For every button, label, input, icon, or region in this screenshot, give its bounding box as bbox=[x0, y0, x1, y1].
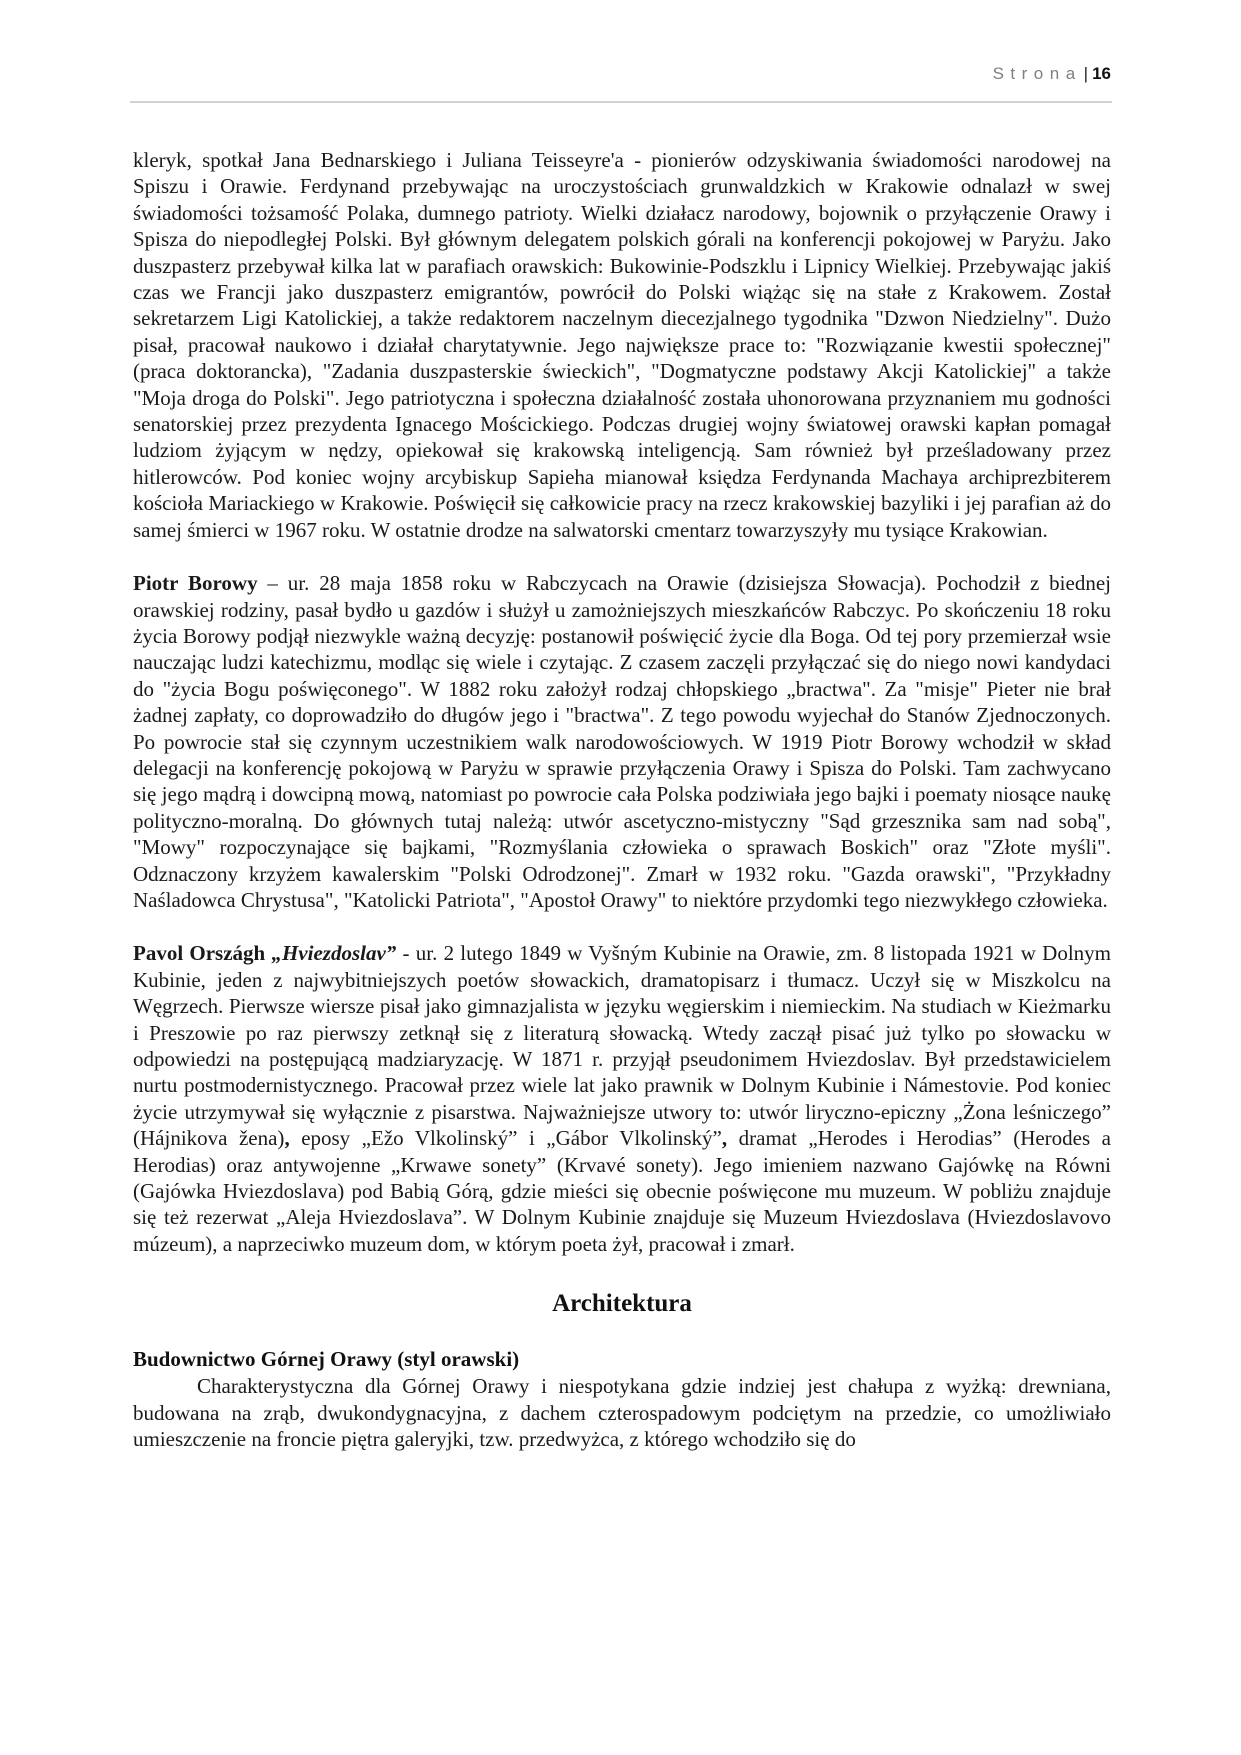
text-run: - ur. 2 lutego 1849 w Vyšným Kubinie na Orawie, zm. 8 listopada 1921 w Dolnym Kubinie, jeden z najwybitniejszych poetów słowackich, dramatopisarz i tłumacz. Uczył się w Miszkolcu na Węgrzech. Pierwsze wiersze pisał jako gimnazjalista w języku węgierskim i niemieckim. Na studiach w Kieżmarku i Preszowie po raz pierwszy zetknął się z literaturą słowacką. Wtedy zaczął pisać już tylko po słowacku w odpowiedzi na postępującą madziaryzację. W 1871 r. przyjął pseudonimem Hviezdoslav. Był przedstawicielem nurtu postmodernistycznego. Pracował przez wiele lat jako prawnik w Dolnym Kubinie i Námestovie. Pod koniec życie utrzymywał się wyłącznie z pisarstwa. Najważniejsze utwory to: utwór liryczno-epiczny „Żona leśniczego” (Hájnikova žena) bbox=[133, 941, 1111, 1151]
emphasized-text-run: Pavol Országh bbox=[133, 941, 272, 966]
paragraphs-container bbox=[133, 147, 1111, 1257]
emphasized-text-run: Piotr Borowy bbox=[133, 571, 258, 596]
page-number: 16 bbox=[1092, 64, 1111, 83]
text-run: eposy „Ežo Vlkolinský” i „Gábor Vlkolinský” bbox=[289, 1126, 722, 1151]
header-rule bbox=[130, 101, 1112, 103]
body-paragraph: Charakterystyczna dla Górnej Orawy i niespotykana gdzie indziej jest chałupa z wyżką: drewniana, budowana na zrąb, dwukondygnacyjna, z dachem czterospadowym podciętym na przedzie, co umożliwiało umieszczenie na froncie piętra galeryjki, tzw. przedwyżca, z którego wchodziło się do bbox=[133, 1374, 1111, 1452]
text-run: dramat „Herodes i Herodias” (Herodes a Herodias) oraz antywojenne „Krwawe sonety” (Krvavé sonety). Jego imieniem nazwano Gajówkę na Równi (Gajówka Hviezdoslava) pod Babią Górą, gdzie mieści się obecnie poświęcone mu muzeum. W pobliżu znajduje się też rezerwat „Aleja Hviezdoslava”. W Dolnym Kubinie znajduje się Muzeum Hviezdoslava (Hviezdoslavovo múzeum), a naprzeciwko muzeum dom, w którym poeta żył, pracował i zmarł. bbox=[133, 1126, 1111, 1256]
body-paragraph bbox=[133, 570, 1111, 913]
section-heading: Architektura bbox=[552, 1290, 692, 1318]
emphasized-text-run: , bbox=[284, 1126, 290, 1151]
page-label: Strona bbox=[992, 64, 1082, 83]
emphasized-text-run: , bbox=[721, 1126, 728, 1151]
body-paragraph bbox=[133, 147, 1111, 543]
document-body bbox=[133, 147, 1111, 1452]
page-header bbox=[133, 64, 1111, 84]
subsection-heading: Budownictwo Górnej Orawy (styl orawski) bbox=[133, 1347, 520, 1372]
body-paragraph bbox=[133, 940, 1111, 1257]
text-run: kleryk, spotkał Jana Bednarskiego i Juliana Teisseyre'a - pionierów odzyskiwania świadomości narodowej na Spiszu i Orawie. Ferdynand przebywając na uroczystościach grunwaldzkich w Krakowie odnalazł w swej świadomości tożsamość Polaka, dumnego patrioty. Wielki działacz narodowy, bojownik o przyłączenie Orawy i Spisza do niepodległej Polski. Był głównym delegatem polskich górali na konferencji pokojowej w Paryżu. Jako duszpasterz przebywał kilka lat w parafiach orawskich: Bukowinie-Podszklu i Lipnicy Wielkiej. Przebywając jakiś czas we Francji jako duszpasterz emigrantów, powrócił do Polski wiążąc się na stałe z Krakowem. Został sekretarzem Ligi Katolickiej, a także redaktorem naczelnym diecezjalnego tygodnika "Dzwon Niedzielny". Dużo pisał, pracował naukowo i działał charytatywnie. Jego największe prace to: "Rozwiązanie kwestii społecznej" (praca doktorancka), "Zadania duszpasterskie świeckich", "Dogmatyczne podstawy Akcji Katolickiej" a także "Moja droga do Polski". Jego patriotyczna i społeczna działalność została uhonorowana przyznaniem mu godności senatorskiej przez prezydenta Ignacego Mościckiego. Podczas drugiej wojny światowej orawski kapłan pomagał ludziom żyjącym w nędzy, opiekował się krakowską inteligencją. Sam również był prześladowany przez hitlerowców. Pod koniec wojny arcybiskup Sapieha mianował księdza Ferdynanda Machaya archiprezbiterem kościoła Mariackiego w Krakowie. Poświęcił się całkowicie pracy na rzecz krakowskiej bazyliki i jej parafian aż do samej śmierci w 1967 roku. W ostatnie drodze na salwatorski cmentarz towarzyszyły mu tysiące Krakowian. bbox=[133, 148, 1111, 542]
emphasized-text-run: „Hviezdoslav” bbox=[271, 941, 397, 966]
header-separator: | bbox=[1083, 64, 1089, 83]
text-run: – ur. 28 maja 1858 roku w Rabczycach na Orawie (dzisiejsza Słowacja). Pochodził z biednej orawskiej rodziny, pasał bydło u gazdów i służył u zamożniejszych mieszkańców Rabczyc. Po skończeniu 18 roku życia Borowy podjął niezwykle ważną decyzję: postanowił poświęcić życie dla Boga. Od tej pory przemierzał wsie nauczając ludzi katechizmu, modląc się wiele i czytając. Z czasem zaczęli przyłączać się do niego nowi kandydaci do "życia Bogu poświęconego". W 1882 roku założył rodzaj chłopskiego „bractwa". Za "misje" Pieter nie brał żadnej zapłaty, co doprowadziło do długów jego i "bractwa". Z tego powodu wyjechał do Stanów Zjednoczonych. Po powrocie stał się czynnym uczestnikiem walk narodowościowych. W 1919 Piotr Borowy wchodził w skład delegacji na konferencję pokojową w Paryżu w sprawie przyłączenia Orawy i Spisza do Polski. Tam zachwycano się jego mądrą i dowcipną mową, natomiast po powrocie cała Polska podziwiała jego bajki i poematy niosące naukę polityczno-moralną. Do głównych tutaj należą: utwór ascetyczno-mistyczny "Sąd grzesznika sam nad sobą", "Mowy" rozpoczynające się bajkami, "Rozmyślania człowieka o sprawach Boskich" oraz "Złote myśli". Odznaczony krzyżem kawalerskim "Polski Odrodzonej". Zmarł w 1932 roku. "Gazda orawski", "Przykładny Naśladowca Chrystusa", "Katolicki Patriota", "Apostoł Orawy" to niektóre przydomki tego niezwykłego człowieka. bbox=[133, 571, 1111, 912]
